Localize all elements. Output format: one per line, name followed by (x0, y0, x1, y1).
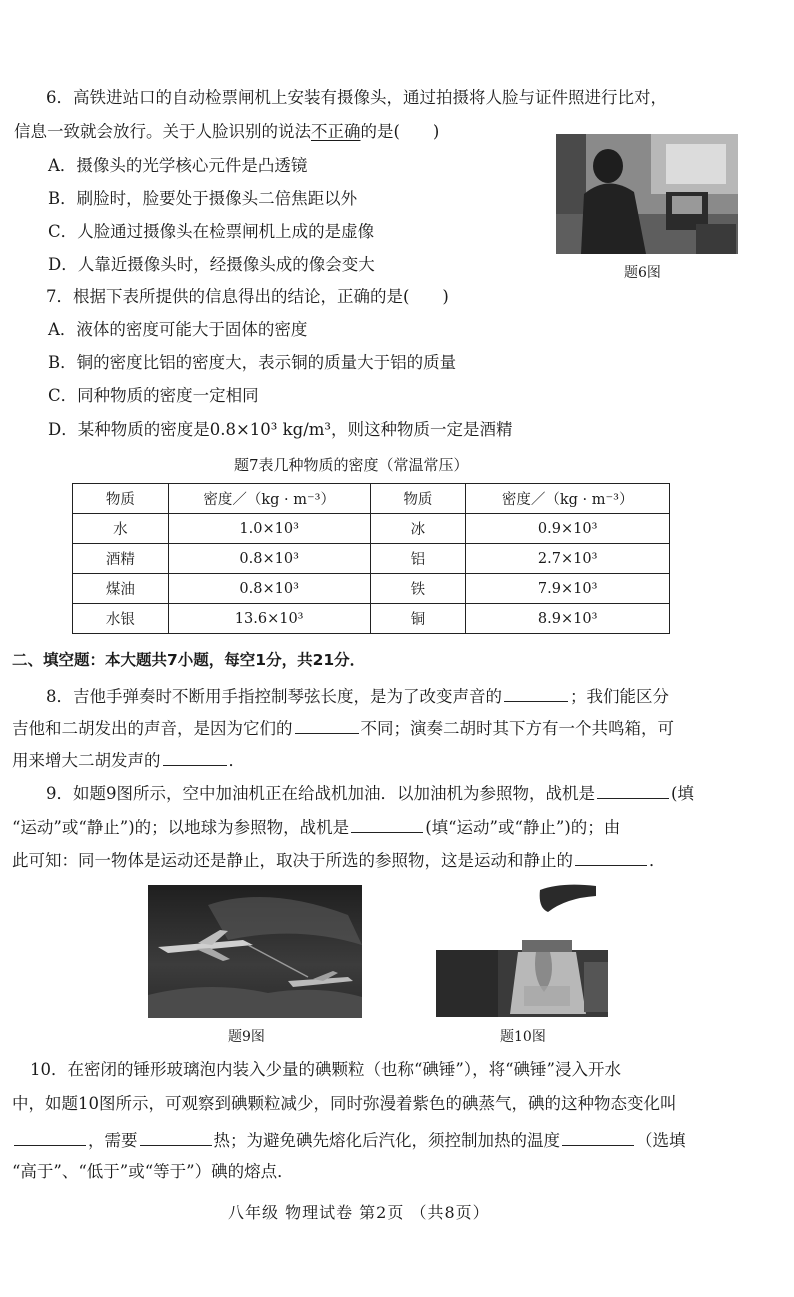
table-cell: 0.9×10³ (466, 514, 670, 544)
q9-line1 (46, 781, 694, 804)
q10-line4: “高于”、“低于”或“等于”）碘的熔点． (12, 1162, 294, 1181)
q7-option-c[interactable]: C．同种物质的密度一定相同 (48, 386, 259, 405)
table-header-cell: 密度／（kg · m⁻³） (466, 484, 670, 514)
q6-emphasis-not-correct: 不正确 (311, 122, 361, 141)
q8-blank-2[interactable] (295, 716, 359, 734)
table-row (73, 574, 670, 604)
q6-option-c[interactable]: C．人脸通过摄像头在检票闸机上成的是虚像 (48, 222, 375, 241)
q10-line1: 10．在密闭的锤形玻璃泡内装入少量的碘颗粒（也称“碘锤”），将“碘锤”浸入开水 (30, 1060, 621, 1079)
table-cell: 铁 (370, 574, 466, 604)
section-title: 二、填空题：本大题共7小题，每空1分，共21分． (12, 651, 366, 669)
q6-figure-photo (556, 134, 738, 254)
table-header-row (73, 484, 670, 514)
q9-text: “运动”或“静止”)的；以地球为参照物，战机是 (12, 818, 350, 838)
q6-stem-text-a: 信息一致就会放行。关于人脸识别的说法 (14, 122, 311, 141)
q9-blank-3[interactable] (575, 848, 647, 866)
q6-stem-line1: 6．高铁进站口的自动检票闸机上安装有摄像头，通过拍摄将人脸与证件照进行比对， (46, 88, 667, 107)
q8-text: ． (228, 751, 245, 771)
q7-stem: 7．根据下表所提供的信息得出的结论，正确的是( ) (46, 287, 449, 306)
q10-figure-caption: 题10图 (500, 1029, 546, 1045)
q10-line2: 中，如题10图所示，可观察到碘颗粒减少，同时弥漫着紫色的碘蒸气，碘的这种物态变化叫 (12, 1094, 677, 1113)
q6-figure-caption: 题6图 (624, 265, 661, 281)
q7-density-table (72, 483, 670, 634)
table-cell: 8.9×10³ (466, 604, 670, 634)
q9-line2 (12, 815, 620, 838)
q6-option-b[interactable]: B．刷脸时，脸要处于摄像头二倍焦距以外 (48, 189, 358, 208)
q10-blank-1[interactable] (14, 1128, 86, 1146)
table-cell: 13.6×10³ (168, 604, 370, 634)
table-header-cell: 物质 (370, 484, 466, 514)
q9-text: ． (649, 851, 666, 871)
q6-stem-text-c: 的是( ) (360, 122, 440, 141)
table-cell: 酒精 (73, 544, 169, 574)
q8-text: 不同；演奏二胡时其下方有一个共鸣箱，可 (360, 719, 674, 739)
q6-option-d[interactable]: D．人靠近摄像头时，经摄像头成的像会变大 (48, 255, 375, 274)
page-footer: 八年级 物理试卷 第2页 （共8页） (228, 1203, 490, 1222)
q8-line1 (46, 684, 669, 707)
table-cell: 水 (73, 514, 169, 544)
q9-blank-1[interactable] (597, 781, 669, 799)
q6-stem-line2 (14, 122, 439, 142)
table-header-cell: 物质 (73, 484, 169, 514)
table-cell: 2.7×10³ (466, 544, 670, 574)
q8-text: 8．吉他手弹奏时不断用手指控制琴弦长度，是为了改变声音的 (46, 687, 502, 707)
q8-text: 吉他和二胡发出的声音，是因为它们的 (12, 719, 293, 739)
q8-text: 用来增大二胡发声的 (12, 751, 161, 771)
q9-text: 9．如题9图所示，空中加油机正在给战机加油．以加油机为参照物，战机是 (46, 784, 595, 804)
q9-line3 (12, 848, 666, 871)
q8-text: ；我们能区分 (570, 687, 669, 707)
q10-line3 (12, 1128, 686, 1151)
q10-text: （选填 (636, 1131, 686, 1151)
q9-figure-caption: 题9图 (228, 1029, 265, 1045)
q6-option-a[interactable]: A．摄像头的光学核心元件是凸透镜 (48, 156, 308, 175)
table-row (73, 604, 670, 634)
q8-blank-3[interactable] (163, 748, 227, 766)
q8-line2 (12, 716, 674, 739)
table-row (73, 544, 670, 574)
q9-text: 此可知：同一物体是运动还是静止，取决于所选的参照物，这是运动和静止的 (12, 851, 573, 871)
q10-text: ，需要 (88, 1131, 138, 1151)
q7-table-title: 题7表几种物质的密度（常温常压） (234, 456, 469, 474)
table-cell: 0.8×10³ (168, 574, 370, 604)
table-header-cell: 密度／（kg · m⁻³） (168, 484, 370, 514)
table-cell: 煤油 (73, 574, 169, 604)
table-cell: 冰 (370, 514, 466, 544)
q10-figure-photo (436, 882, 608, 1017)
q10-blank-3[interactable] (562, 1128, 634, 1146)
table-row (73, 514, 670, 544)
q10-text: 热；为避免碘先熔化后汽化，须控制加热的温度 (213, 1131, 560, 1151)
q9-blank-2[interactable] (351, 815, 423, 833)
table-cell: 水银 (73, 604, 169, 634)
table-cell: 1.0×10³ (168, 514, 370, 544)
q9-text: (填 (671, 784, 694, 804)
q9-text: (填“运动”或“静止”)的；由 (425, 818, 621, 838)
table-cell: 0.8×10³ (168, 544, 370, 574)
q10-blank-2[interactable] (140, 1128, 212, 1146)
q8-blank-1[interactable] (504, 684, 568, 702)
table-cell: 铝 (370, 544, 466, 574)
table-cell: 7.9×10³ (466, 574, 670, 604)
q9-figure-photo (148, 885, 362, 1018)
q8-line3 (12, 748, 245, 771)
table-cell: 铜 (370, 604, 466, 634)
q7-option-a[interactable]: A．液体的密度可能大于固体的密度 (48, 320, 308, 339)
q7-option-b[interactable]: B．铜的密度比铝的密度大，表示铜的质量大于铝的质量 (48, 353, 457, 372)
q7-option-d[interactable]: D．某种物质的密度是0.8×10³ kg/m³，则这种物质一定是酒精 (48, 420, 513, 439)
